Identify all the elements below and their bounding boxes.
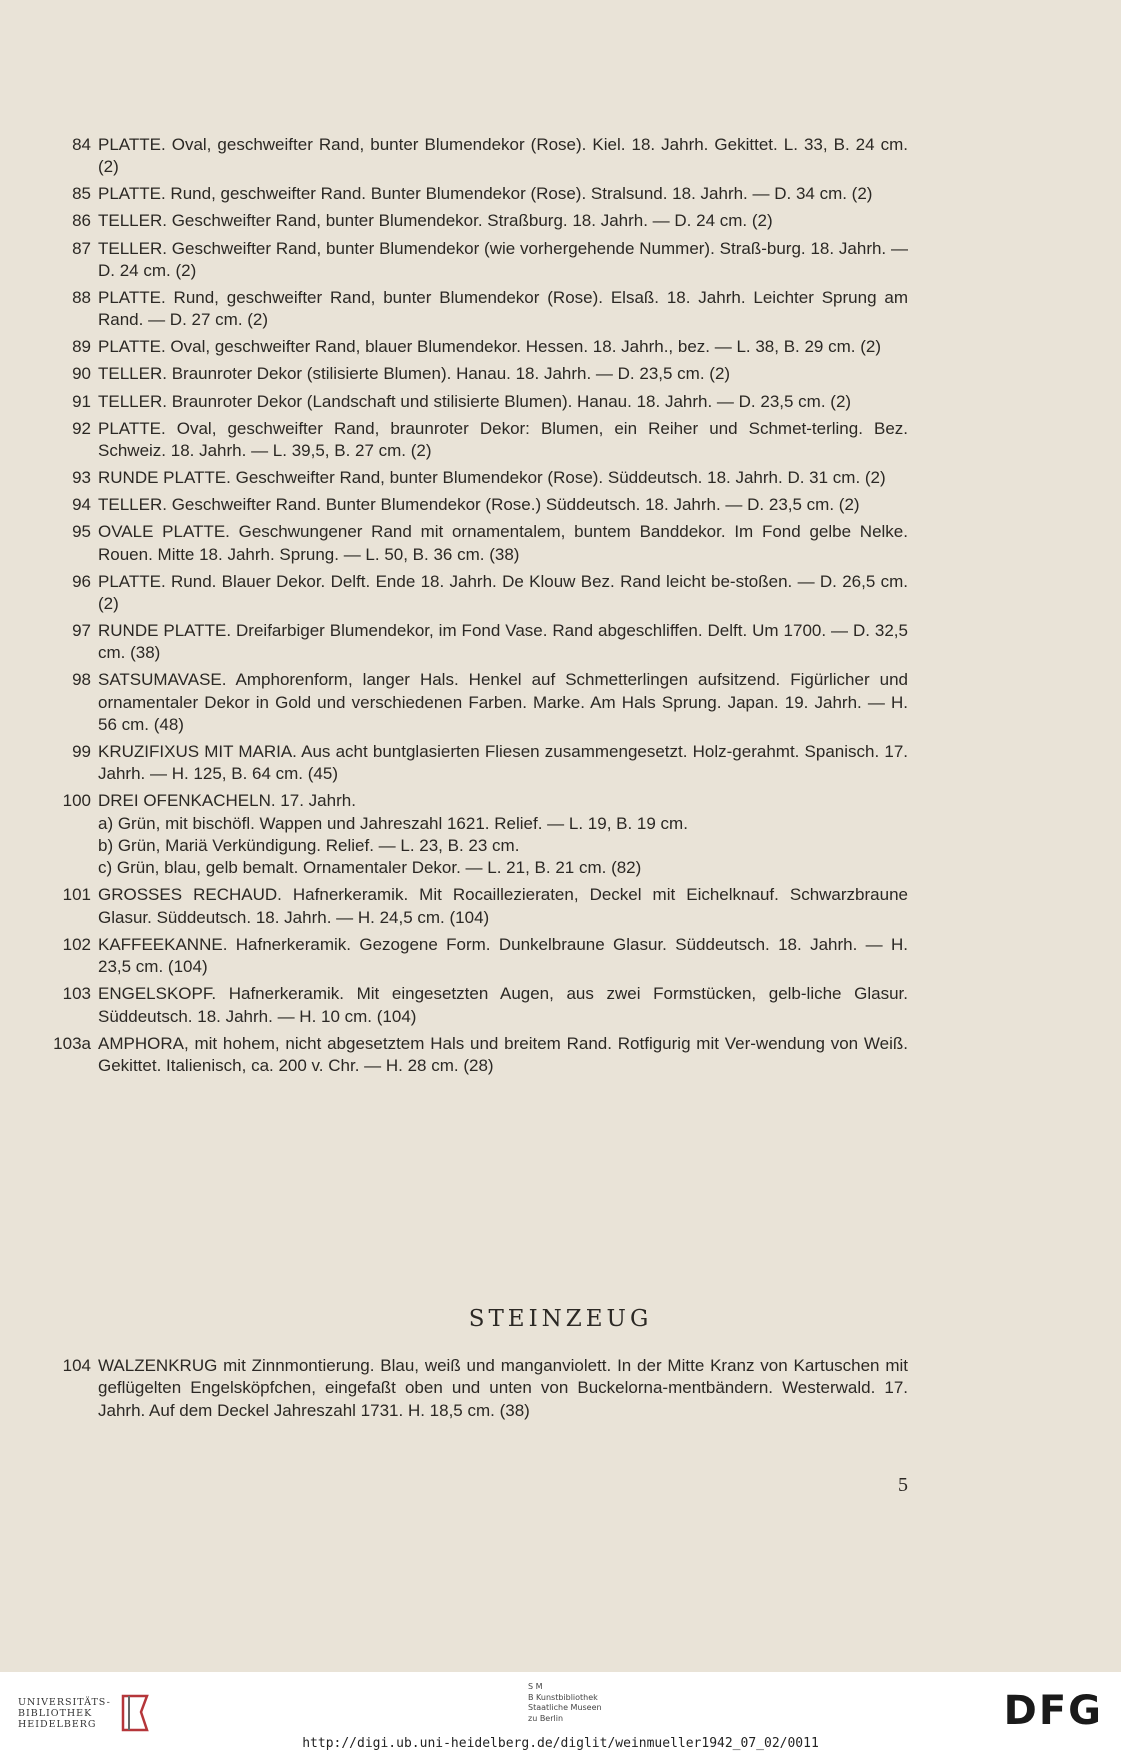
university-library-name [18, 1697, 111, 1730]
entry-number: 103a [53, 1033, 91, 1053]
entry-92 [48, 418, 908, 463]
entry-text: TELLER. Geschweifter Rand, bunter Blumendekor. Straßburg. 18. Jahrh. — D. 24 cm. (2) [98, 211, 773, 231]
entry-104 [48, 1355, 908, 1422]
entry-number: 90 [72, 364, 91, 384]
entry-number: 86 [72, 211, 91, 231]
entry-text: KRUZIFIXUS MIT MARIA. Aus acht buntglasierten Fliesen zusammengesetzt. Holz-gerahmt. Spanisch. 17. Jahrh. — H. 125, B. 64 cm. (45) [98, 742, 908, 784]
entry-number: 93 [72, 468, 91, 488]
entry-89 [48, 336, 908, 358]
entry-number: 99 [72, 742, 91, 762]
entry-number: 94 [72, 495, 91, 515]
entry-number: 102 [62, 934, 91, 954]
entry-number: 104 [62, 1356, 91, 1375]
entry-text: PLATTE. Oval, geschweifter Rand, braunroter Dekor: Blumen, ein Reiher und Schmet-terling. Bez. Schweiz. 18. Jahrh. — L. 39,5, B. 27 cm. (2) [98, 418, 908, 460]
uni-line-3: HEIDELBERG [18, 1718, 97, 1730]
entry-number: 92 [72, 418, 91, 438]
entry-number: 98 [72, 670, 91, 690]
entry-84 [48, 134, 908, 179]
entry-text: PLATTE. Rund, geschweifter Rand, bunter Blumendekor (Rose). Elsaß. 18. Jahrh. Leichter Sprung am Rand. — D. 27 cm. (2) [98, 287, 908, 330]
entry-93 [48, 467, 908, 489]
entry-text: PLATTE. Rund. Blauer Dekor. Delft. Ende 18. Jahrh. De Klouw Bez. Rand leicht be-stoßen. — D. 26,5 cm. (2) [98, 571, 908, 613]
entry-text: RUNDE PLATTE. Geschweifter Rand, bunter Blumendekor (Rose). Süddeutsch. 18. Jahrh. D. 31 cm. (2) [98, 468, 886, 488]
entry-100 [48, 790, 908, 879]
entry-94 [48, 494, 908, 516]
entry-100-item-c: c) Grün, blau, gelb bemalt. Ornamentaler Dekor. — L. 21, B. 21 cm. (82) [98, 858, 642, 878]
catalog-entries [48, 134, 908, 1082]
entry-text: TELLER. Braunroter Dekor (stilisierte Blumen). Hanau. 18. Jahrh. — D. 23,5 cm. (2) [98, 364, 731, 384]
entry-text: PLATTE. Oval, geschweifter Rand, blauer Blumendekor. Hessen. 18. Jahrh., bez. — L. 38, B. 29 cm. (2) [98, 337, 881, 357]
entry-number: 84 [72, 135, 91, 154]
entry-91 [48, 391, 908, 413]
entry-100-title: DREI OFENKACHELN. 17. Jahrh. [98, 791, 356, 811]
entry-text: TELLER. Braunroter Dekor (Landschaft und stilisierte Blumen). Hanau. 18. Jahrh. — D. 23,5 cm. (2) [98, 391, 852, 411]
entry-96 [48, 571, 908, 616]
entry-text: SATSUMAVASE. Amphorenform, langer Hals. Henkel auf Schmetterlingen aufsitzend. Figürlicher und ornamentaler Dekor in Gold und verschiedenen Farben. Marke. Am Hals Sprung. Japan. 19. Jahrh. — H. 56 cm. (48) [98, 670, 908, 734]
entry-number: 97 [72, 621, 91, 640]
museum-line-3: Staatliche Museen [528, 1703, 602, 1712]
entry-text [98, 790, 908, 879]
page-number: 5 [898, 1474, 908, 1496]
entry-text: TELLER. Geschweifter Rand, bunter Blumendekor (wie vorhergehende Nummer). Straß-burg. 18. Jahrh. — D. 24 cm. (2) [98, 238, 908, 280]
entry-number: 101 [62, 885, 91, 905]
entry-number: 100 [62, 791, 91, 811]
catalog-entries-steinzeug [48, 1355, 908, 1427]
uni-line-1: UNIVERSITÄTS- [18, 1696, 111, 1708]
university-library-logo[interactable] [18, 1692, 153, 1734]
entry-text: TELLER. Geschweifter Rand. Bunter Blumendekor (Rose.) Süddeutsch. 18. Jahrh. — D. 23,5 cm. (2) [98, 495, 860, 515]
entry-97 [48, 620, 908, 665]
entry-101 [48, 884, 908, 929]
entry-100-item-b: b) Grün, Mariä Verkündigung. Relief. — L. 23, B. 23 cm. [98, 836, 520, 856]
museum-line-1: S M [528, 1682, 543, 1691]
entry-number: 103 [62, 984, 91, 1004]
entry-text: RUNDE PLATTE. Dreifarbiger Blumendekor, im Fond Vase. Rand abgeschliffen. Delft. Um 1700. — D. 32,5 cm. (38) [98, 621, 908, 663]
entry-text: OVALE PLATTE. Geschwungener Rand mit ornamentalem, buntem Banddekor. Im Fond gelbe Nelke. Rouen. Mitte 18. Jahrh. Sprung. — L. 50, B. 36 cm. (38) [98, 522, 908, 564]
entry-number: 88 [72, 287, 91, 307]
footer-bar [0, 1672, 1121, 1754]
dfg-logo[interactable]: DFG [1003, 1688, 1103, 1734]
entry-text: PLATTE. Rund, geschweifter Rand. Bunter Blumendekor (Rose). Stralsund. 18. Jahrh. — D. 34 cm. (2) [98, 184, 873, 204]
entry-text: PLATTE. Oval, geschweifter Rand, bunter Blumendekor (Rose). Kiel. 18. Jahrh. Gekittet. L. 33, B. 24 cm. (2) [98, 135, 908, 177]
section-title: STEINZEUG [468, 1306, 653, 1332]
entry-number: 85 [72, 184, 91, 204]
entry-number: 96 [72, 571, 91, 591]
museum-logo[interactable] [528, 1682, 602, 1724]
entry-98 [48, 669, 908, 736]
entry-text: ENGELSKOPF. Hafnerkeramik. Mit eingesetzten Augen, aus zwei Formstücken, gelb-liche Glasur. Süddeutsch. 18. Jahrh. — H. 10 cm. (104) [98, 984, 908, 1026]
entry-text: GROSSES RECHAUD. Hafnerkeramik. Mit Rocaillezieraten, Deckel mit Eichelknauf. Schwarzbraune Glasur. Süddeutsch. 18. Jahrh. — H. 24,5 cm. (104) [98, 885, 908, 927]
entry-103a [48, 1033, 908, 1078]
entry-95 [48, 521, 908, 566]
entry-number: 87 [72, 238, 91, 258]
entry-103 [48, 983, 908, 1028]
entry-87 [48, 238, 908, 283]
entry-number: 91 [72, 391, 91, 411]
entry-90 [48, 363, 908, 385]
entry-85 [48, 183, 908, 205]
museum-line-2: B Kunstbibliothek [528, 1692, 598, 1702]
entry-text: AMPHORA, mit hohem, nicht abgesetztem Hals und breitem Rand. Rotfigurig mit Ver-wendung von Weiß. Gekittet. Italienisch, ca. 200 v. Chr. — H. 28 cm. (28) [98, 1033, 908, 1075]
library-emblem-icon [117, 1692, 153, 1734]
entry-number: 89 [72, 337, 91, 357]
uni-line-2: BIBLIOTHEK [18, 1707, 93, 1719]
entry-99 [48, 741, 908, 786]
entry-86 [48, 210, 908, 232]
entry-100-item-a: a) Grün, mit bischöfl. Wappen und Jahreszahl 1621. Relief. — L. 19, B. 19 cm. [98, 813, 688, 833]
entry-text: KAFFEEKANNE. Hafnerkeramik. Gezogene Form. Dunkelbraune Glasur. Süddeutsch. 18. Jahrh. — H. 23,5 cm. (104) [98, 934, 908, 977]
source-url[interactable]: http://digi.ub.uni-heidelberg.de/diglit/weinmueller1942_07_02/0011 [302, 1736, 819, 1751]
entry-text: WALZENKRUG mit Zinnmontierung. Blau, weiß und manganviolett. In der Mitte Kranz von Kartuschen mit geflügelten Engelsköpfchen, eingefaßt oben und unten von Buckelorna-mentbändern. Westerwald. 17. Jahrh. Auf dem Deckel Jahreszahl 1731. H. 18,5 cm. (38) [98, 1356, 908, 1420]
entry-number: 95 [72, 522, 91, 542]
entry-88 [48, 287, 908, 332]
entry-102 [48, 934, 908, 979]
museum-line-4: zu Berlin [528, 1713, 564, 1723]
